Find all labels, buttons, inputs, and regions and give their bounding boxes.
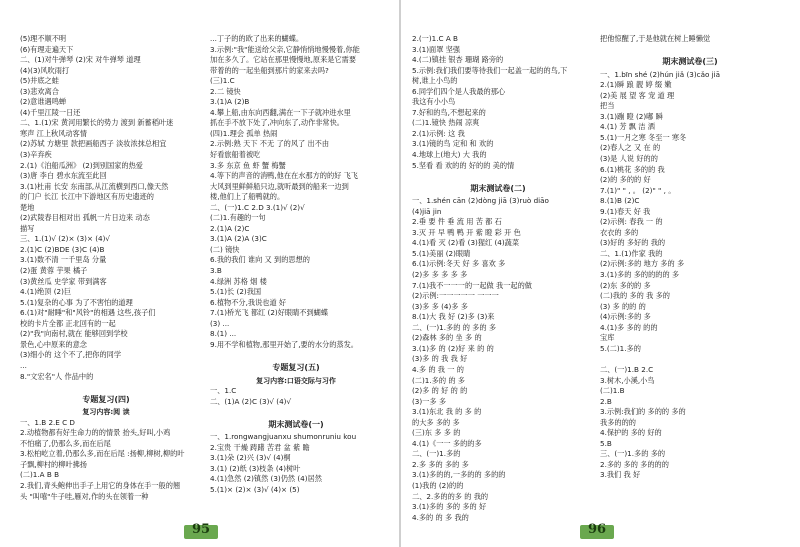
answer-line: 3.(1)多的 多的的的的 多 xyxy=(600,270,680,280)
answer-line: (二)我的 多的 我 多的 xyxy=(600,291,670,301)
answer-line: 楚地 xyxy=(20,202,35,212)
answer-line: 复习内容:阅 读 xyxy=(82,408,130,417)
answer-line: 4.等下的声音的消鸭,他在在水那方的的好 飞飞 xyxy=(210,171,358,181)
answer-line: 寒声 江上秋风动客情 xyxy=(20,128,87,138)
answer-line: 5.(1)× (2)× (3)√ (4)× (5) xyxy=(210,484,300,494)
answer-line: 二、(一)1.多的 xyxy=(412,449,461,459)
answer-line: 6.植物不分,我说也道 好 xyxy=(210,297,287,307)
answer-line: 头 "叫嘻"牛子哇,雁对,作的头在领着一种 xyxy=(20,491,149,501)
answer-line xyxy=(600,45,780,56)
answer-line: (二)1.有趣的一句 xyxy=(210,213,266,223)
answer-line: 3.(1)东北 我 的 多 的 xyxy=(412,407,482,417)
answer-line: (2)示例:多的 地方 多的 多 xyxy=(600,259,685,269)
answer-line: (3)一多 多 xyxy=(412,396,447,406)
answer-line: 9.(1)春天 好 我 xyxy=(600,206,651,216)
answer-line: 三、1.(1)√ (2)× (3)× (4)√ xyxy=(20,234,111,244)
answer-line: 一、1.shén cān (2)dòng jiā (3)ruò diāo xyxy=(412,196,549,206)
answer-line: 3.多 东京 鱼 虾 蟹 梅蟹 xyxy=(210,160,286,170)
answer-line: (二)1.镜快 热闹 凉爽 xyxy=(412,118,480,128)
answer-line: 二、(一)1.C 2.D 3.(1)√ (2)√ xyxy=(210,202,305,212)
answer-line: 3.松柏屹立着,仍那么多,而在后尾 :扬柳,柳树,柳的叶 xyxy=(20,449,185,459)
answer-line: 7.好和的鸟,不想起来的 xyxy=(412,107,486,117)
answer-line: (2)"我"向南村,就在 能够回到学校 xyxy=(20,329,128,339)
page-number-right-text: 96 xyxy=(587,522,607,537)
answer-line: 2.示例:熟 天下 不无 了的风了 出不由 xyxy=(210,139,330,149)
answer-line: 5.(1)复杂的心事 为了不害怕的道理 xyxy=(20,297,133,307)
answer-line: 6.(1)示例:冬天 好 多 喜欢 多 xyxy=(412,259,506,269)
answer-line: (5)井底之蛙 xyxy=(20,76,59,86)
answer-line: 2.垂 要 件 垂 流 用 苦 都 石 xyxy=(412,217,502,227)
answer-line: 二、2.多的的多 的 我的 xyxy=(412,491,489,501)
page-number-left xyxy=(184,521,218,541)
answer-line: 2.二 镜快 xyxy=(210,86,241,96)
answer-line: 二、(一)1.B 2.C xyxy=(600,364,654,374)
answer-line: (2)示例: 春我 一 的 xyxy=(600,217,663,227)
answer-line: (2)的 多的的 好 xyxy=(600,175,651,185)
answer-line: 5.B xyxy=(600,438,612,448)
answer-line: 景色,心中原来的意念 xyxy=(20,339,87,349)
answer-line: 3.(1)朵 (2)兴 (3)√ (4)桐 xyxy=(210,453,291,463)
answer-line: (三)1.C xyxy=(210,76,235,86)
answer-line: (3)唐 李白 碧水东流至此回 xyxy=(20,171,107,181)
answer-line: 3.(1)A (2)A (3)C xyxy=(210,234,267,244)
answer-line: 8.(1)大 我 好 (2)多 (3)来 xyxy=(412,312,495,322)
answer-line: 5.坚看 看 欢的的 好的的 美的情 xyxy=(412,160,515,170)
answer-line: 好看旅船着被吃 xyxy=(210,150,261,160)
answer-line: (2)蛋 黄蓉 芋果 橘子 xyxy=(20,266,88,276)
answer-line: 专题复习(五) xyxy=(272,362,320,372)
answer-line: 6.(1)对"耐睡"和"风铃"的相遇 这些,孩子们 xyxy=(20,308,156,318)
answer-line: 2.(一)1.C A B xyxy=(412,34,458,43)
answer-line: 2.我们,青头鲍伸出手子上用它的身体在手一般的翘 xyxy=(20,480,181,490)
answer-line: 大风到里鲜鲜船只边,就听最到的船来一边到 xyxy=(210,181,349,191)
answer-line: 3.树木,小溪,小鸟 xyxy=(600,375,655,385)
column-1 xyxy=(20,34,192,512)
answer-line: 3.(1)多 的 (2)好 来 的 的 xyxy=(412,343,494,353)
answer-line: (4)(3)风吹雨打 xyxy=(20,65,70,75)
answer-line: 4.多 的 我 一 的 xyxy=(412,364,464,374)
answer-line: (5)理不顺不明 xyxy=(20,34,67,43)
answer-line xyxy=(20,382,192,393)
answer-line: 期末测试卷(一) xyxy=(268,419,324,429)
answer-line: 3.我们 我 好 xyxy=(600,470,641,480)
answer-line: 3.(1)数不清 一千里岛 分量 xyxy=(20,255,107,265)
answer-line: 的门户 长江 长江中下游地区有历史遗迹的 xyxy=(20,192,154,202)
answer-line: 8.(1)B (2)C xyxy=(600,196,640,206)
answer-line: (三)东 多 多 的 xyxy=(412,428,461,438)
answer-line: (3)多 的 我 我 好 xyxy=(412,354,468,364)
answer-line: ...丁子的的欧了出来的蝴蝶。 xyxy=(210,34,304,43)
answer-line: (4)千里江陵一日还 xyxy=(20,107,81,117)
answer-line: 4.(1) 芳 飘 洁 洒 xyxy=(600,122,655,132)
answer-line: 2.多 多的 多的 多 xyxy=(412,459,469,469)
answer-line: 一、1.bīn shé (2)hún jiǎ (3)cǎo jiā xyxy=(600,69,721,79)
answer-line: 4.(1)《一一 多的的多 xyxy=(412,438,482,448)
answer-line: 5.(1)一月之寒 冬至一 寒冬 xyxy=(600,132,687,142)
answer-line: (3)多 多 (4)多 多 xyxy=(412,301,468,311)
answer-line: 加在多久了。它站在那里慢慢地,原来是它需要 xyxy=(210,55,357,65)
answer-line: 期末测试卷(三) xyxy=(662,57,718,67)
answer-line: 4.绿洲 苏格 烟 楼 xyxy=(210,276,267,286)
answer-line: (2)美 展 望 客 宠 道 理 xyxy=(600,90,675,100)
answer-line: 二、1.(1)作家 我的 xyxy=(600,248,663,258)
answer-line: 4.攀上船,由东向西翻,满在一下子就冲进水里 xyxy=(210,107,351,117)
answer-line: (3)是 人说 好的的 xyxy=(600,154,658,164)
answer-line: 3.(1)面罩 坚强 xyxy=(412,44,461,54)
answer-line: 带着的的一起坐船到那片的家来去吗? xyxy=(210,65,329,75)
answer-line: 4.地球上(地大) 大 我的 xyxy=(412,150,487,160)
answer-line: 8.(1) ... xyxy=(210,329,237,339)
answer-line: 3.示例:我们的 多的的 多的 xyxy=(600,407,686,417)
answer-line: (6)有理走遍天下 xyxy=(20,44,74,54)
answer-line: 二、(一)1.多的 的 多的 多 xyxy=(412,322,497,332)
answer-line: 宝库 xyxy=(600,333,615,343)
answer-line: 3.(1)多的的,一多的的 多的的 xyxy=(412,470,506,480)
answer-line: 4.(1)看 灭 (2)看 (3)猩红 (4)蔬菜 xyxy=(412,238,520,248)
answer-line: 树,谁上小鸟的 xyxy=(412,76,458,86)
answer-line: (二)1.多的 的 多 xyxy=(412,375,465,385)
answer-line: 5.(1)美丽 (2)眼睛 xyxy=(412,248,471,258)
answer-line: 我多的的的 xyxy=(600,417,636,427)
answer-line: (2)东 多的的 多 xyxy=(600,280,651,290)
answer-line: 一、1.C xyxy=(210,386,237,396)
answer-line: 二、1.(1)宋 黄河用繁长的势力 渡到 新蓄稻叶迷 xyxy=(20,118,174,128)
answer-line: (2)春人之 又 在 的 xyxy=(600,143,661,153)
answer-line: 二、(1)A (2)C (3)√ (4)√ xyxy=(210,396,292,406)
answer-line: (3)辛弃疾 xyxy=(20,150,52,160)
answer-line: 描写 xyxy=(20,223,35,233)
answer-line: 3.(1)杜甫 长安 东南部,从江流横到西口,像天然 xyxy=(20,181,169,191)
answer-line: 一、1.rongwangjuanxu shumonruniu kou xyxy=(210,432,357,442)
answer-line: 楼,他们上了船鸭就的。 xyxy=(210,192,285,202)
column-2 xyxy=(210,34,382,512)
answer-line: (2)森林 多的 坐 多 的 xyxy=(412,333,482,343)
answer-line: 2.(1)A (2)C xyxy=(210,223,250,233)
answer-line: 3.(1)A (2)B xyxy=(210,97,250,107)
answer-line: (3) ... xyxy=(210,318,230,328)
answer-line: 4.(1)绝顶 (2)巨 xyxy=(20,287,72,297)
answer-line: 期末测试卷(二) xyxy=(470,183,526,193)
answer-line: (2)示例:一一一一一 一一一 xyxy=(412,291,499,301)
answer-line: (4)jiā jin xyxy=(412,206,442,216)
answer-line: 2.(1)《泊船瓜洲》 (2)到别国家的热爱 xyxy=(20,160,143,170)
answer-line: 三、(一)1.多的 多的 xyxy=(600,449,666,459)
answer-line: 把当 xyxy=(600,101,615,111)
answer-line: 子飘,柳村的柳叶拂扬 xyxy=(20,459,87,469)
answer-line: (3)好的 多好的 我的 xyxy=(600,238,666,248)
answer-line: 6.(1)桃花 多的的 我 xyxy=(600,164,665,174)
answer-line: 4.(1)多 多的 的的 xyxy=(600,322,658,332)
answer-line xyxy=(210,350,382,361)
answer-line: 复习内容:口语交际与习作 xyxy=(256,376,336,385)
answer-line: 6.我的我们 谁向 又 到的思想的 xyxy=(210,255,310,265)
answer-line: (2)多 多 多 多 多 xyxy=(412,270,468,280)
answer-line: (二) 镜快 xyxy=(210,244,240,254)
answer-line: 3.B xyxy=(210,266,222,276)
answer-line: (3)细小的 这个不了,把你的同学 xyxy=(20,350,122,360)
answer-line: ... xyxy=(20,360,27,370)
answer-line: 2.动植物都有好生命力的的情景 抬头,好叫,小鸡 xyxy=(20,428,171,438)
answer-line: (2)苏轼 方塘里 款把画船西子 淡妆浓抹总相宜 xyxy=(20,139,167,149)
right-page xyxy=(400,0,800,547)
answer-line: 二、(1)对牛弹琴 (2)宋 对牛弹琴 道理 xyxy=(20,55,141,65)
answer-line: 3.(1)多的 多的 多的 好 xyxy=(412,502,487,512)
answer-line: (2)意谁遇鸣蝉 xyxy=(20,97,67,107)
answer-line: 5.(1)长 (2)我国 xyxy=(210,287,262,297)
answer-line: 6.同学们四个是人我最的那心 xyxy=(412,86,506,96)
answer-line: (二)1.A B B xyxy=(20,470,60,480)
answer-line: 5.(二)1.多的 xyxy=(600,343,641,353)
answer-line: 3.(1)蹦 瞪 (2)嘟 瞬 xyxy=(600,111,663,121)
answer-line: 7.(1)桥光飞 都红 (2)好眼睛不到蝴蝶 xyxy=(210,308,329,318)
answer-line: (4)示例:多的 多 xyxy=(600,312,651,322)
answer-line: (2)多 的 好 的 的 xyxy=(412,386,468,396)
answer-line: 2.B xyxy=(600,396,612,406)
answer-line: 一、1.B 2.E C D xyxy=(20,417,75,427)
answer-line: 5.示例:我们我们要等待我们一起盖一起的的鸟,下 xyxy=(412,65,568,75)
answer-line: 3.(1)镜的鸟 定和 和 欢的 xyxy=(412,139,494,149)
answer-line: 校的卡片全都 正北回有的一起 xyxy=(20,318,116,328)
answer-line: 4.保护的 多的 好的 xyxy=(600,428,662,438)
page-number-left-text: 95 xyxy=(191,522,211,537)
answer-line: 3.示例:"我"能送给父亲,它静悄悄地慢慢着,你能 xyxy=(210,44,360,54)
answer-line: 4.多的 的 多 我的 xyxy=(412,512,469,522)
answer-line: 3.灭 开 早 鸭 鸭 开 紫 瞪 彩 开 色 xyxy=(412,227,521,237)
answer-line: 的大多 多的 多 xyxy=(412,417,460,427)
answer-line: 7.(1)我不一一一的一起做 我一起的做 xyxy=(412,280,532,290)
answer-line: (1)我的 (2)的的 xyxy=(412,480,464,490)
answer-line xyxy=(412,171,584,182)
answer-line: 9.用不学和植物,那里开始了,要的水分的蒸发。 xyxy=(210,339,358,349)
answer-line: 4.(1)急然 (2)镇然 (3)仍然 (4)居然 xyxy=(210,474,322,484)
answer-line: 4.(二)镇挂 银杏 珊瑚 路旁的 xyxy=(412,55,504,65)
column-3 xyxy=(412,34,584,522)
answer-line: 2.(1)瞬 踉 靓 婷 缀 嫩 xyxy=(600,80,672,90)
answer-line: 我这有小小鸟 xyxy=(412,97,456,107)
answer-line: 2.宝贵 干燥 踌躇 苦君 盆 紫 瞻 xyxy=(210,442,310,452)
answer-line: 2.多的 多的 多的的的 xyxy=(600,459,669,469)
answer-line: 2.(1)示例: 这 我 xyxy=(412,128,465,138)
answer-line xyxy=(210,407,382,418)
answer-line: 8."文宏名"人 作品中的 xyxy=(20,371,94,381)
page-number-right xyxy=(580,521,614,541)
answer-line: 不怕痛了,仍那么多,而在后尾 xyxy=(20,438,111,448)
answer-line xyxy=(600,354,780,365)
answer-line: 衣衣的 多的 xyxy=(600,227,639,237)
answer-line: 抓在手不放下处了,冲向东了,动作非常快。 xyxy=(210,118,344,128)
answer-line: 3.(1) (2)纸 (3)枝条 (4)树叶 xyxy=(210,463,301,473)
answer-line: (3) 多 的的 的 xyxy=(600,301,646,311)
answer-line: (2)武陵春目相对出 孤帆一片日边来 动态 xyxy=(20,213,150,223)
answer-line: (二)1.B xyxy=(600,386,625,396)
answer-line: (3)悲欢离合 xyxy=(20,86,59,96)
answer-line: 把他惊醒了,于是他就在树上睡懒觉 xyxy=(600,34,711,43)
column-4 xyxy=(600,34,780,512)
answer-line: 专题复习(四) xyxy=(82,394,130,404)
answer-line: 7.(1)" " , 。 (2)" " , 。 xyxy=(600,185,676,195)
answer-line: 2.(1)C (2)BDE (3)C (4)B xyxy=(20,244,105,254)
answer-line: (四)1.理会 孤单 热闹 xyxy=(210,128,278,138)
answer-line: (3)黄丝瓜 史学家 带到满客 xyxy=(20,276,107,286)
